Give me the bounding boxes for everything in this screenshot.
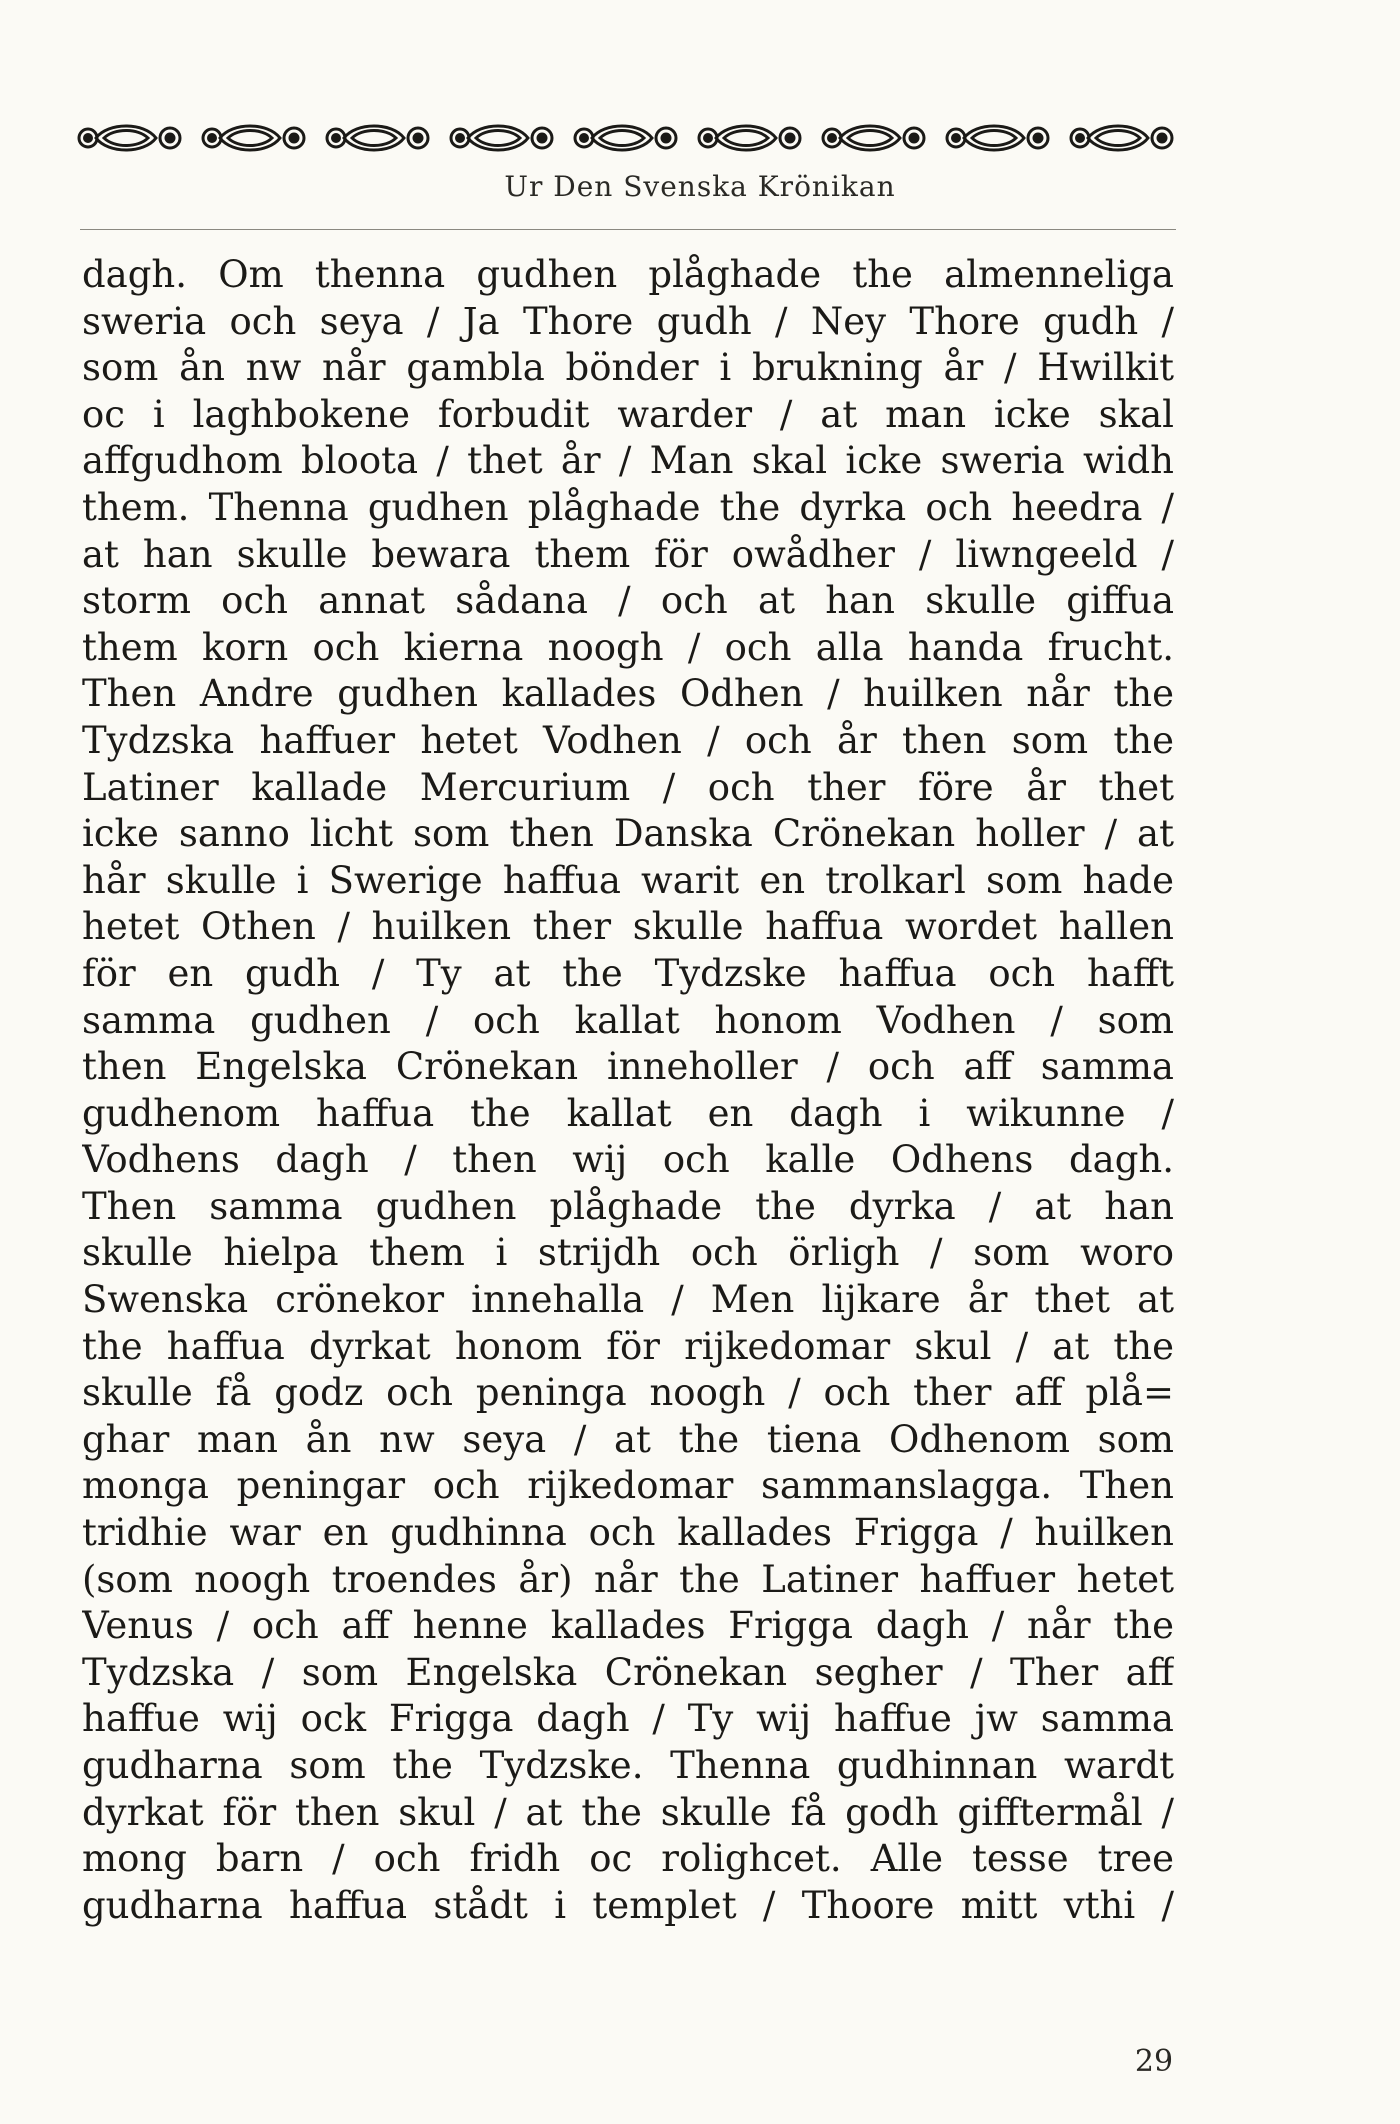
text-line: dyrkat för then skul / at the skulle få godh gifftermål / [82, 1790, 1174, 1834]
text-line: skulle få godz och peninga noogh / och ther aff plå= [82, 1371, 1174, 1415]
text-line: hetet Othen / huilken ther skulle haffua wordet hallen [82, 905, 1174, 949]
text-line: storm och annat sådana / och at han skulle giffua [82, 579, 1174, 623]
ornament-border-icon [74, 118, 1178, 158]
text-line: skulle hielpa them i strijdh och örligh / som woro [82, 1231, 1174, 1275]
text-line: Latiner kallade Mercurium / och ther före år thet [82, 765, 1174, 809]
header-rule [80, 229, 1176, 230]
text-line: them korn och kierna noogh / och alla handa frucht. [82, 625, 1174, 669]
text-line: gudharna haffua stådt i templet / Thoore mitt vthi / [82, 1883, 1174, 1927]
text-line: affgudhom bloota / thet år / Man skal icke sweria widh [82, 439, 1174, 483]
text-line: Tydzska haffuer hetet Vodhen / och år then som the [82, 718, 1174, 762]
text-line: Tydzska / som Engelska Crönekan segher / Ther aff [82, 1650, 1174, 1694]
text-line: tridhie war en gudhinna och kallades Frigga / huilken [82, 1511, 1174, 1555]
text-line: Vodhens dagh / then wij och kalle Odhens dagh. [82, 1138, 1174, 1182]
text-line: monga peningar och rijkedomar sammanslagga. Then [82, 1464, 1174, 1508]
text-line: samma gudhen / och kallat honom Vodhen / som [82, 998, 1174, 1042]
text-line: icke sanno licht som then Danska Crönekan holler / at [82, 812, 1174, 856]
text-line: Swenska crönekor innehalla / Men lijkare år thet at [82, 1278, 1174, 1322]
text-line: oc i laghbokene forbudit warder / at man icke skal [82, 392, 1174, 436]
text-line: the haffua dyrkat honom för rijkedomar skul / at the [82, 1324, 1174, 1368]
text-line: haffue wij ock Frigga dagh / Ty wij haffue jw samma [82, 1697, 1174, 1741]
text-line: mong barn / och fridh oc rolighcet. Alle tesse tree [82, 1837, 1174, 1881]
text-line: Then Andre gudhen kallades Odhen / huilken når the [82, 672, 1174, 716]
running-head: Ur Den Svenska Krönikan [504, 170, 896, 203]
page-number: 29 [1134, 2044, 1174, 2079]
text-line: then Engelska Crönekan inneholler / och aff samma [82, 1045, 1174, 1089]
text-line: (som noogh troendes år) når the Latiner haffuer hetet [82, 1557, 1174, 1601]
body-text [82, 252, 1174, 1929]
text-line: dagh. Om thenna gudhen plåghade the almenneliga [82, 253, 1174, 296]
text-line: gudharna som the Tydzske. Thenna gudhinnan wardt [82, 1744, 1174, 1787]
text-line: sweria och seya / Ja Thore gudh / Ney Thore gudh / [82, 299, 1174, 343]
text-line: at han skulle bewara them för owådher / liwngeeld / [82, 532, 1174, 576]
text-line: gudhenom haffua the kallat en dagh i wikunne / [82, 1091, 1174, 1135]
text-line: för en gudh / Ty at the Tydzske haffua och hafft [82, 951, 1174, 995]
text-line: som ån nw når gambla bönder i brukning år / Hwilkit [82, 346, 1174, 390]
text-line: Venus / och aff henne kallades Frigga dagh / når the [82, 1604, 1174, 1648]
text-line: ghar man ån nw seya / at the tiena Odhenom som [82, 1417, 1174, 1461]
text-line: hår skulle i Swerige haffua warit en trolkarl som hade [82, 858, 1174, 902]
text-line: Then samma gudhen plåghade the dyrka / at han [82, 1184, 1174, 1228]
text-line: them. Thenna gudhen plåghade the dyrka och heedra / [82, 485, 1174, 529]
